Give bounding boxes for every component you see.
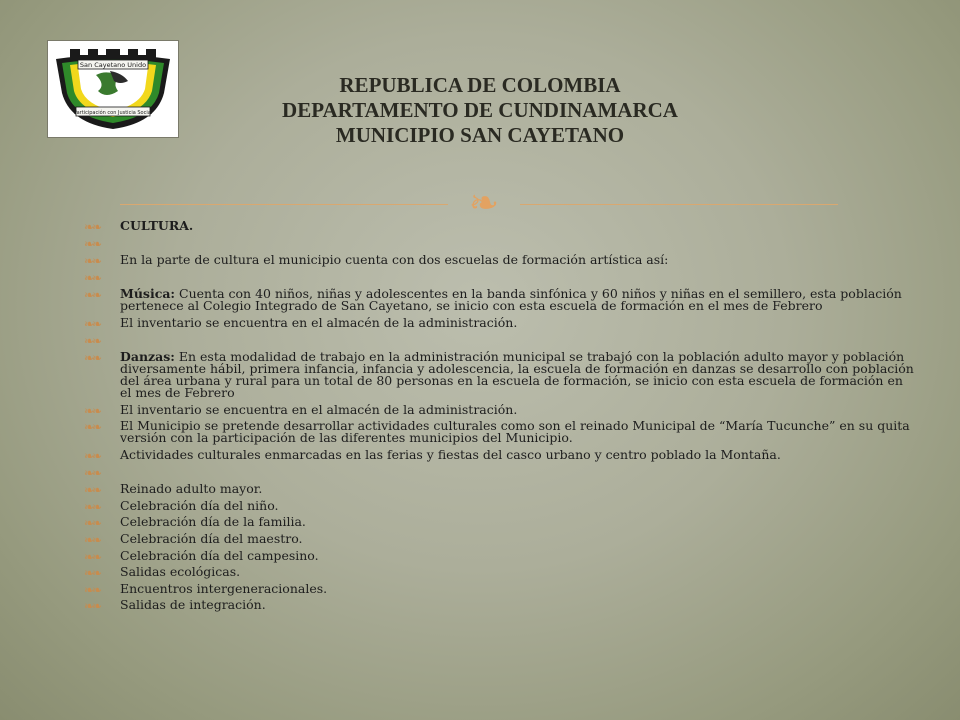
- leaf-bullet-icon: ❧❧: [84, 566, 101, 581]
- municipal-shield-icon: [48, 41, 178, 137]
- list-item: [84, 351, 914, 399]
- list-item: [84, 420, 914, 444]
- list-item-text: [120, 252, 668, 267]
- list-item-text: [120, 315, 517, 330]
- list-item-body: Reinado adulto mayor.: [120, 481, 263, 497]
- leaf-bullet-icon: ❧❧: [84, 532, 101, 547]
- leaf-bullet-icon: ❧❧: [84, 351, 101, 366]
- list-item-text: [120, 597, 266, 612]
- list-item-text: [120, 531, 303, 546]
- leaf-bullet-icon: ❧❧: [84, 316, 101, 331]
- list-item: [84, 564, 914, 581]
- leaf-bullet-icon: ❧❧: [84, 549, 101, 564]
- list-item: [84, 237, 914, 250]
- leaf-bullet-icon: ❧❧: [84, 220, 101, 234]
- logo-top-text: San Cayetano Unido: [79, 61, 147, 69]
- list-item-text: [120, 581, 327, 596]
- list-item-body: Actividades culturales enmarcadas en las ferias y fiestas del casco urbano y centro poblado la Montaña.: [120, 446, 781, 462]
- leaf-bullet-icon: ❧❧: [84, 516, 101, 531]
- list-item-body: En la parte de cultura el municipio cuenta con dos escuelas de formación artística así:: [120, 252, 669, 268]
- bullet-list: [84, 220, 914, 616]
- list-item-heading: Música:: [120, 286, 176, 302]
- list-item-text: [120, 286, 902, 313]
- list-item: [84, 220, 914, 232]
- list-item-text: [120, 418, 910, 445]
- list-item: [84, 401, 914, 418]
- divider-line-left: [120, 204, 448, 205]
- list-item-heading: Danzas:: [120, 349, 175, 365]
- list-item-body: Cuenta con 40 niños, niñas y adolescentes en la banda sinfónica y 60 niños y niñas en el semillero, esta población pertenece al Colegio Integrado de San Cayetano, se inicio con esta escuela de formación en el mes de Febrero: [120, 286, 902, 314]
- list-item: [84, 446, 914, 463]
- leaf-bullet-icon: ❧❧: [84, 499, 101, 514]
- list-item: [84, 314, 914, 331]
- list-item-body: Salidas de integración.: [120, 597, 266, 613]
- list-item-body: El inventario se encuentra en el almacén de la administración.: [120, 401, 518, 417]
- logo-bottom-text: Participación con Justicia Social: [73, 110, 153, 116]
- list-item-text: [120, 498, 279, 513]
- list-item: [84, 530, 914, 547]
- list-item-heading: CULTURA.: [120, 218, 194, 233]
- list-item-body: Celebración día del maestro.: [120, 530, 303, 546]
- list-item: [84, 481, 914, 498]
- leaf-bullet-icon: ❧❧: [84, 420, 101, 435]
- title-line-3: MUNICIPIO SAN CAYETANO: [335, 123, 625, 147]
- list-item-body: Celebración día de la familia.: [120, 514, 306, 530]
- page-title: [200, 73, 760, 148]
- list-item: [84, 271, 914, 284]
- list-item-body: El Municipio se pretende desarrollar actividades culturales como son el reinado Municipal de “María Tucunche” en su quita versión con la participación de las diferentes municipios del Municipio.: [120, 418, 910, 446]
- list-item: [84, 466, 914, 479]
- list-item-text: [120, 349, 914, 400]
- ornament-icon: ❧: [468, 183, 500, 224]
- list-item-body: En esta modalidad de trabajo en la administración municipal se trabajó con la población adulto mayor y población diversamente hábil, primera infancia, infancia y adolescencia, la escuela de formación en danzas se desarrollo con población del área urbana y rural para un total de 80 personas en la escuela de formación, se inicio con esta escuela de formación en el mes de Febrero: [120, 349, 914, 401]
- list-item-body: El inventario se encuentra en el almacén de la administración.: [120, 314, 518, 330]
- municipal-logo: [47, 40, 179, 138]
- title-line-1: REPUBLICA DE COLOMBIA: [339, 73, 621, 97]
- list-item-body: Salidas ecológicas.: [120, 564, 241, 580]
- list-item-body: Encuentros intergeneracionales.: [120, 580, 328, 596]
- leaf-bullet-icon: ❧❧: [84, 465, 101, 480]
- list-item: [84, 580, 914, 597]
- leaf-bullet-icon: ❧❧: [84, 270, 101, 285]
- leaf-bullet-icon: ❧❧: [84, 333, 101, 348]
- leaf-bullet-icon: ❧❧: [84, 599, 101, 614]
- list-item-text: [120, 402, 517, 417]
- list-item: [84, 334, 914, 347]
- list-item: [84, 497, 914, 514]
- leaf-bullet-icon: ❧❧: [84, 582, 101, 597]
- list-item: [84, 597, 914, 614]
- leaf-bullet-icon: ❧❧: [84, 448, 101, 463]
- list-item-text: [120, 447, 781, 462]
- list-item: [84, 252, 914, 269]
- list-item-text: [120, 218, 193, 233]
- list-item-text: [120, 564, 240, 579]
- list-item: [84, 514, 914, 531]
- list-item-text: [120, 514, 306, 529]
- list-item-text: [120, 548, 319, 563]
- list-item: [84, 288, 914, 312]
- leaf-bullet-icon: ❧❧: [84, 288, 101, 303]
- leaf-bullet-icon: ❧❧: [84, 403, 101, 418]
- leaf-bullet-icon: ❧❧: [84, 254, 101, 269]
- list-item-body: Celebración día del campesino.: [120, 547, 319, 563]
- leaf-bullet-icon: ❧❧: [84, 236, 101, 251]
- divider-line-right: [520, 204, 838, 205]
- title-line-2: DEPARTAMENTO DE CUNDINAMARCA: [282, 98, 678, 122]
- list-item-body: Celebración día del niño.: [120, 497, 279, 513]
- list-item: [84, 547, 914, 564]
- leaf-bullet-icon: ❧❧: [84, 483, 101, 498]
- list-item-text: [120, 481, 262, 496]
